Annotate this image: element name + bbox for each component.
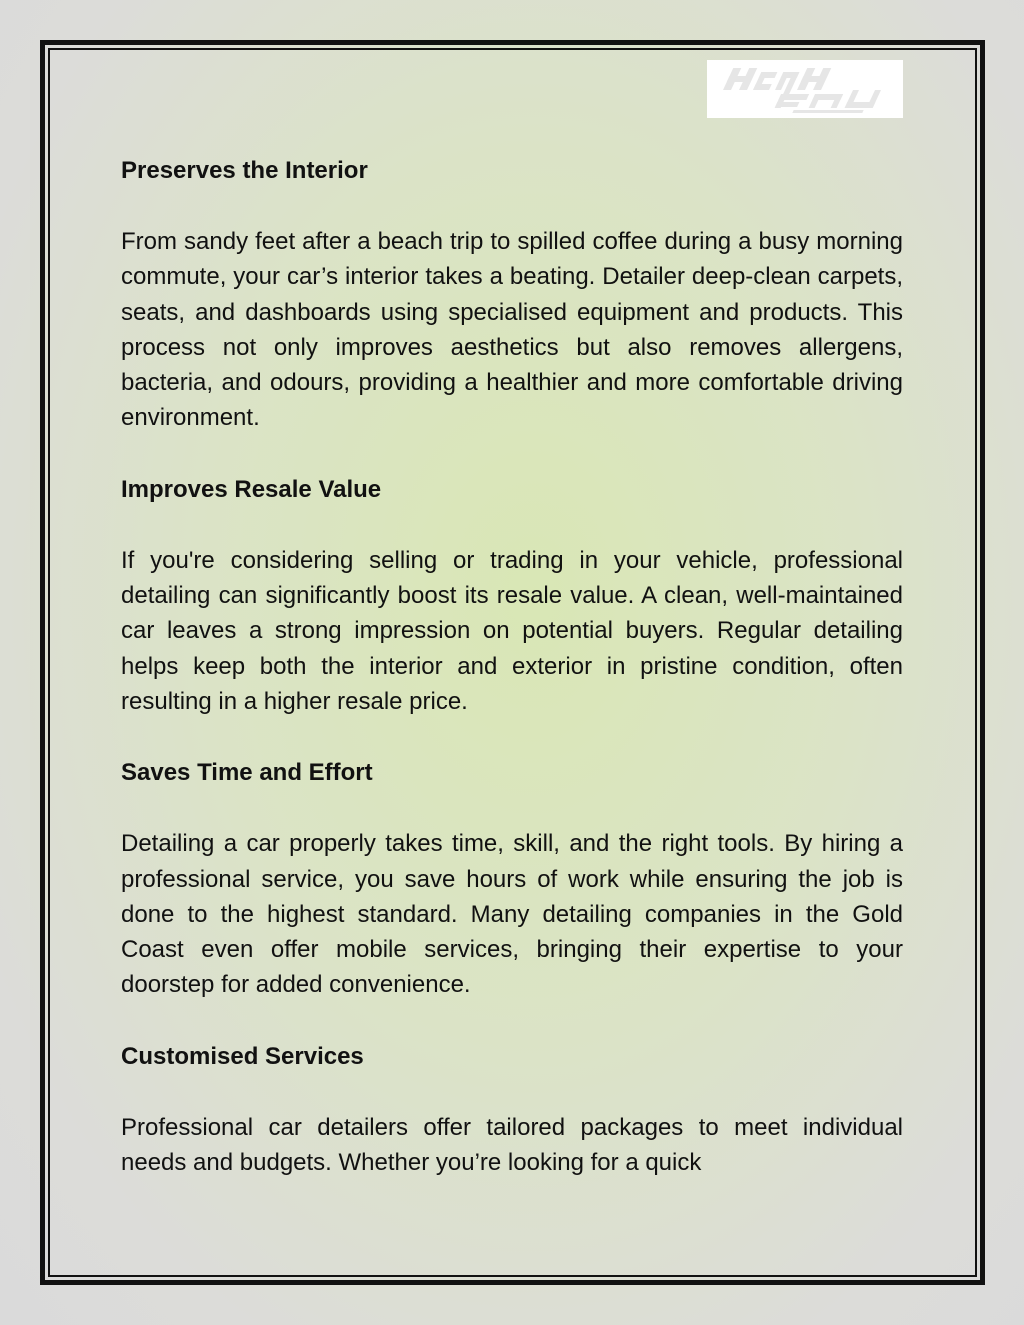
- section-paragraph: Professional car detailers offer tailored packages to meet individual needs and budgets. Whether you’re looking for a quick: [121, 1113, 903, 1177]
- section-paragraph: Detailing a car properly takes time, skill, and the right tools. By hiring a professional service, you save hours of work while ensuring the job is done to the highest standard. Many detailing companies in the Gold Coast even offer mobile services, bringing their expertise to your doorstep for added convenience.: [121, 830, 903, 999]
- section-heading: Improves Resale Value: [121, 475, 382, 503]
- section-heading: Saves Time and Effort: [121, 759, 373, 787]
- brand-logo-graphic: [707, 60, 903, 118]
- section-paragraph: If you're considering selling or trading in your vehicle, professional detailing can significantly boost its resale value. A clean, well-maintained car leaves a strong impression on potential buyers. Regular detailing helps keep both the interior and exterior in pristine condition, often resulting in a higher resale price.: [121, 546, 903, 715]
- article-content: [121, 153, 903, 1216]
- brand-logo-icon: [707, 60, 903, 118]
- section-heading: Preserves the Interior: [121, 157, 368, 184]
- section-heading: Customised Services: [121, 1042, 364, 1070]
- section-paragraph: From sandy feet after a beach trip to spilled coffee during a busy morning commute, your car’s interior takes a beating. Detailer deep-clean carpets, seats, and dashboards using specialised equipment and products. This process not only improves aesthetics but also removes allergens, bacteria, and odours, providing a healthier and more comfortable driving environment.: [121, 228, 903, 432]
